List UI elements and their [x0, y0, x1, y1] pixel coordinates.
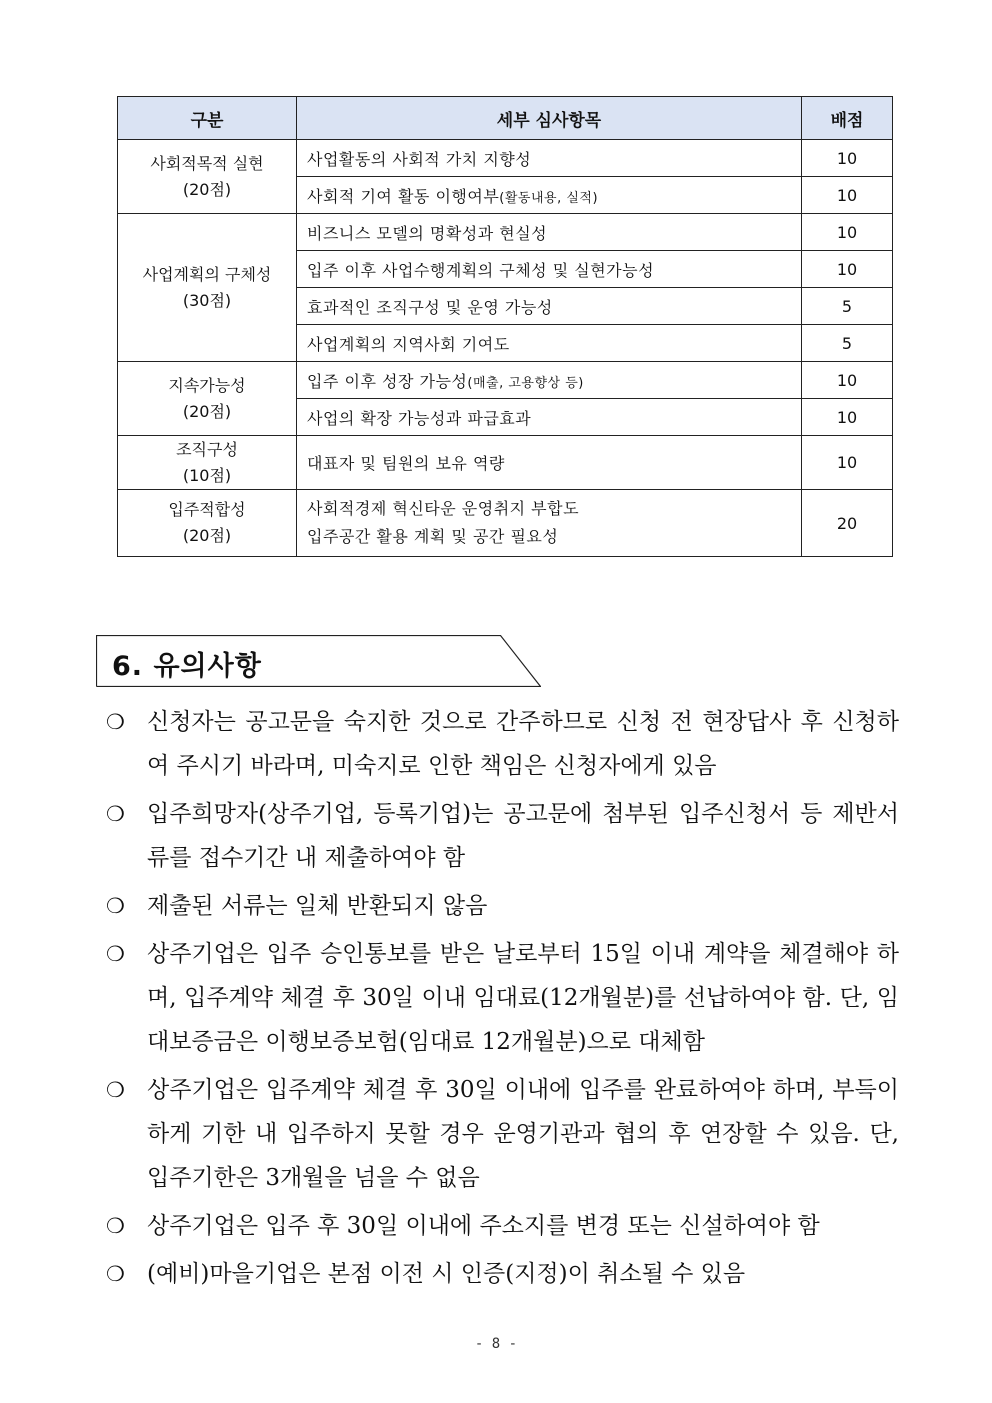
category-points: (20점) — [182, 526, 232, 545]
circle-bullet-icon: ❍ — [106, 710, 125, 734]
note-text: 제출된 서류는 일체 반환되지 않음 — [147, 893, 488, 919]
score-cell: 10 — [802, 399, 893, 436]
item-cell — [297, 251, 802, 288]
category-name: 조직구성 — [176, 439, 238, 459]
item-text: 사업계획의 지역사회 기여도 — [307, 334, 510, 354]
list-item — [104, 884, 899, 928]
circle-bullet-icon: ❍ — [106, 942, 125, 966]
item-text: 입주 이후 사업수행계획의 구체성 및 실현가능성 — [307, 260, 655, 280]
category-name: 지속가능성 — [168, 375, 246, 395]
category-cell — [118, 436, 297, 490]
circle-bullet-icon: ❍ — [106, 1078, 125, 1102]
item-text: 사회적 기여 활동 이행여부 — [307, 186, 500, 206]
list-item — [104, 792, 899, 880]
category-cell — [118, 490, 297, 557]
table-row — [118, 214, 893, 251]
item-text: 사회적경제 혁신타운 운영취지 부합도 — [307, 499, 580, 518]
header-score: 배점 — [802, 97, 893, 140]
table-row — [118, 436, 893, 490]
item-cell — [297, 325, 802, 362]
category-cell — [118, 362, 297, 436]
item-cell — [297, 288, 802, 325]
item-cell — [297, 399, 802, 436]
item-text: 비즈니스 모델의 명확성과 현실성 — [307, 223, 548, 243]
score-cell: 10 — [802, 140, 893, 177]
section-heading — [96, 635, 541, 687]
table-row — [118, 140, 893, 177]
score-cell: 10 — [802, 214, 893, 251]
category-cell — [118, 140, 297, 214]
circle-bullet-icon: ❍ — [106, 1214, 125, 1238]
notes-list — [104, 700, 899, 1300]
score-cell: 10 — [802, 177, 893, 214]
circle-bullet-icon: ❍ — [106, 802, 125, 826]
table-row — [118, 490, 893, 557]
item-note: (매출, 고용향상 등) — [467, 375, 584, 391]
circle-bullet-icon: ❍ — [106, 1262, 125, 1286]
list-item — [104, 932, 899, 1064]
list-item — [104, 700, 899, 788]
category-points: (10점) — [182, 465, 232, 485]
item-cell — [297, 177, 802, 214]
item-text: 사업의 확장 가능성과 파급효과 — [307, 408, 532, 428]
note-text: 상주기업은 입주계약 체결 후 30일 이내에 입주를 완료하여야 하며, 부득이하게 기한 내 입주하지 못할 경우 운영기관과 협의 후 연장할 수 있음. 단, 입주기한은 3개월을 넘을 수 없음 — [147, 1077, 899, 1191]
list-item — [104, 1068, 899, 1200]
item-text: 대표자 및 팀원의 보유 역량 — [307, 454, 505, 473]
note-text: (예비)마을기업은 본점 이전 시 인증(지정)이 취소될 수 있음 — [147, 1261, 746, 1287]
item-text: 사업활동의 사회적 가치 지향성 — [307, 149, 532, 169]
section-title: 6. 유의사항 — [112, 651, 262, 682]
item-text: 입주 이후 성장 가능성 — [307, 371, 468, 391]
score-cell: 20 — [802, 490, 893, 557]
category-name: 입주적합성 — [168, 500, 246, 519]
category-points: (20점) — [182, 179, 232, 199]
score-cell: 5 — [802, 288, 893, 325]
item-note: (활동내용, 실적) — [499, 190, 599, 206]
evaluation-criteria-table — [117, 96, 893, 557]
category-cell — [118, 214, 297, 362]
list-item — [104, 1204, 899, 1248]
page-number: - 8 - — [474, 1336, 518, 1352]
category-points: (30점) — [182, 290, 232, 310]
note-text: 입주희망자(상주기업, 등록기업)는 공고문에 첨부된 입주신청서 등 제반서류를 접수기간 내 제출하여야 함 — [147, 801, 899, 871]
circle-bullet-icon: ❍ — [106, 894, 125, 918]
list-item — [104, 1252, 899, 1296]
category-name: 사회적목적 실현 — [150, 153, 264, 173]
item-cell — [297, 436, 802, 490]
table-header-row — [118, 97, 893, 140]
score-cell: 10 — [802, 436, 893, 490]
category-name: 사업계획의 구체성 — [142, 264, 272, 284]
score-cell: 10 — [802, 362, 893, 399]
table-row — [118, 362, 893, 399]
note-text: 상주기업은 입주 후 30일 이내에 주소지를 변경 또는 신설하여야 함 — [147, 1213, 820, 1239]
note-text: 신청자는 공고문을 숙지한 것으로 간주하므로 신청 전 현장답사 후 신청하여 주시기 바라며, 미숙지로 인한 책임은 신청자에게 있음 — [147, 709, 899, 779]
item-cell — [297, 140, 802, 177]
note-text: 상주기업은 입주 승인통보를 받은 날로부터 15일 이내 계약을 체결해야 하며, 입주계약 체결 후 30일 이내 임대료(12개월분)를 선납하여야 함. 단, 임대보증금은 이행보증보험(임대료 12개월분)으로 대체함 — [147, 941, 899, 1055]
score-cell: 10 — [802, 251, 893, 288]
header-category: 구분 — [118, 97, 297, 140]
item-cell — [297, 214, 802, 251]
header-item: 세부 심사항목 — [297, 97, 802, 140]
score-cell: 5 — [802, 325, 893, 362]
item-cell — [297, 490, 802, 557]
item-text: 입주공간 활용 계획 및 공간 필요성 — [307, 527, 559, 546]
item-cell — [297, 362, 802, 399]
category-points: (20점) — [182, 401, 232, 421]
item-text: 효과적인 조직구성 및 운영 가능성 — [307, 297, 553, 317]
